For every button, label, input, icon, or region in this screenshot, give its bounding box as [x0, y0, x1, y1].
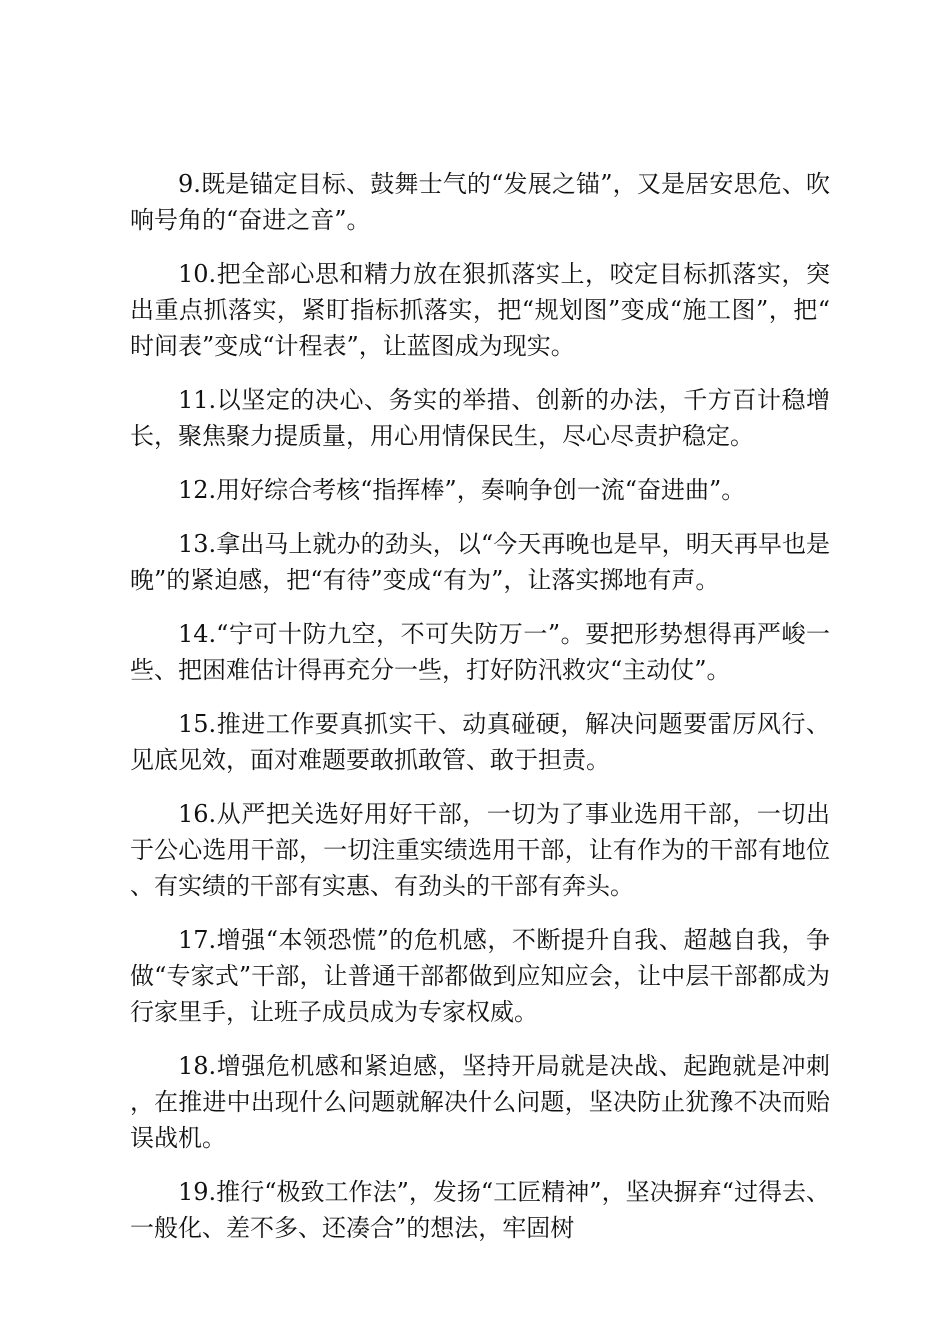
paragraph-16: 16.从严把关选好用好干部，一切为了事业选用干部，一切出于公心选用干部，一切注重实绩选用干部，让有作为的干部有地位、有实绩的干部有实惠、有劲头的干部有奔头。	[130, 800, 830, 900]
document-page	[130, 166, 830, 1264]
paragraph-12: 12.用好综合考核“指挥棒”，奏响争创一流“奋进曲”。	[178, 476, 746, 504]
paragraph-10: 10.把全部心思和精力放在狠抓落实上，咬定目标抓落实，突出重点抓落实，紧盯指标抓落实，把“规划图”变成“施工图”，把“时间表”变成“计程表”，让蓝图成为现实。	[130, 260, 830, 360]
paragraph-9: 9.既是锚定目标、鼓舞士气的“发展之锚”，又是居安思危、吹响号角的“奋进之音”。	[130, 170, 830, 234]
paragraph-17: 17.增强“本领恐慌”的危机感，不断提升自我、超越自我，争做“专家式”干部，让普通干部都做到应知应会，让中层干部都成为行家里手，让班子成员成为专家权威。	[130, 926, 830, 1026]
paragraph-15: 15.推进工作要真抓实干、动真碰硬，解决问题要雷厉风行、见底见效，面对难题要敢抓敢管、敢于担责。	[130, 710, 830, 774]
paragraph-13: 13.拿出马上就办的劲头，以“今天再晚也是早，明天再早也是晚”的紧迫感，把“有待”变成“有为”，让落实掷地有声。	[130, 530, 830, 594]
paragraph-11: 11.以坚定的决心、务实的举措、创新的办法，千方百计稳增长，聚焦聚力提质量，用心用情保民生，尽心尽责护稳定。	[130, 386, 830, 450]
paragraph-19: 19.推行“极致工作法”，发扬“工匠精神”，坚决摒弃“过得去、一般化、差不多、还凑合”的想法，牢固树	[130, 1178, 830, 1242]
paragraph-14: 14.“宁可十防九空，不可失防万一”。要把形势想得再严峻一些、把困难估计得再充分一些，打好防汛救灾“主动仗”。	[130, 620, 830, 684]
paragraph-18: 18.增强危机感和紧迫感，坚持开局就是决战、起跑就是冲刺，在推进中出现什么问题就解决什么问题，坚决防止犹豫不决而贻误战机。	[130, 1052, 830, 1152]
